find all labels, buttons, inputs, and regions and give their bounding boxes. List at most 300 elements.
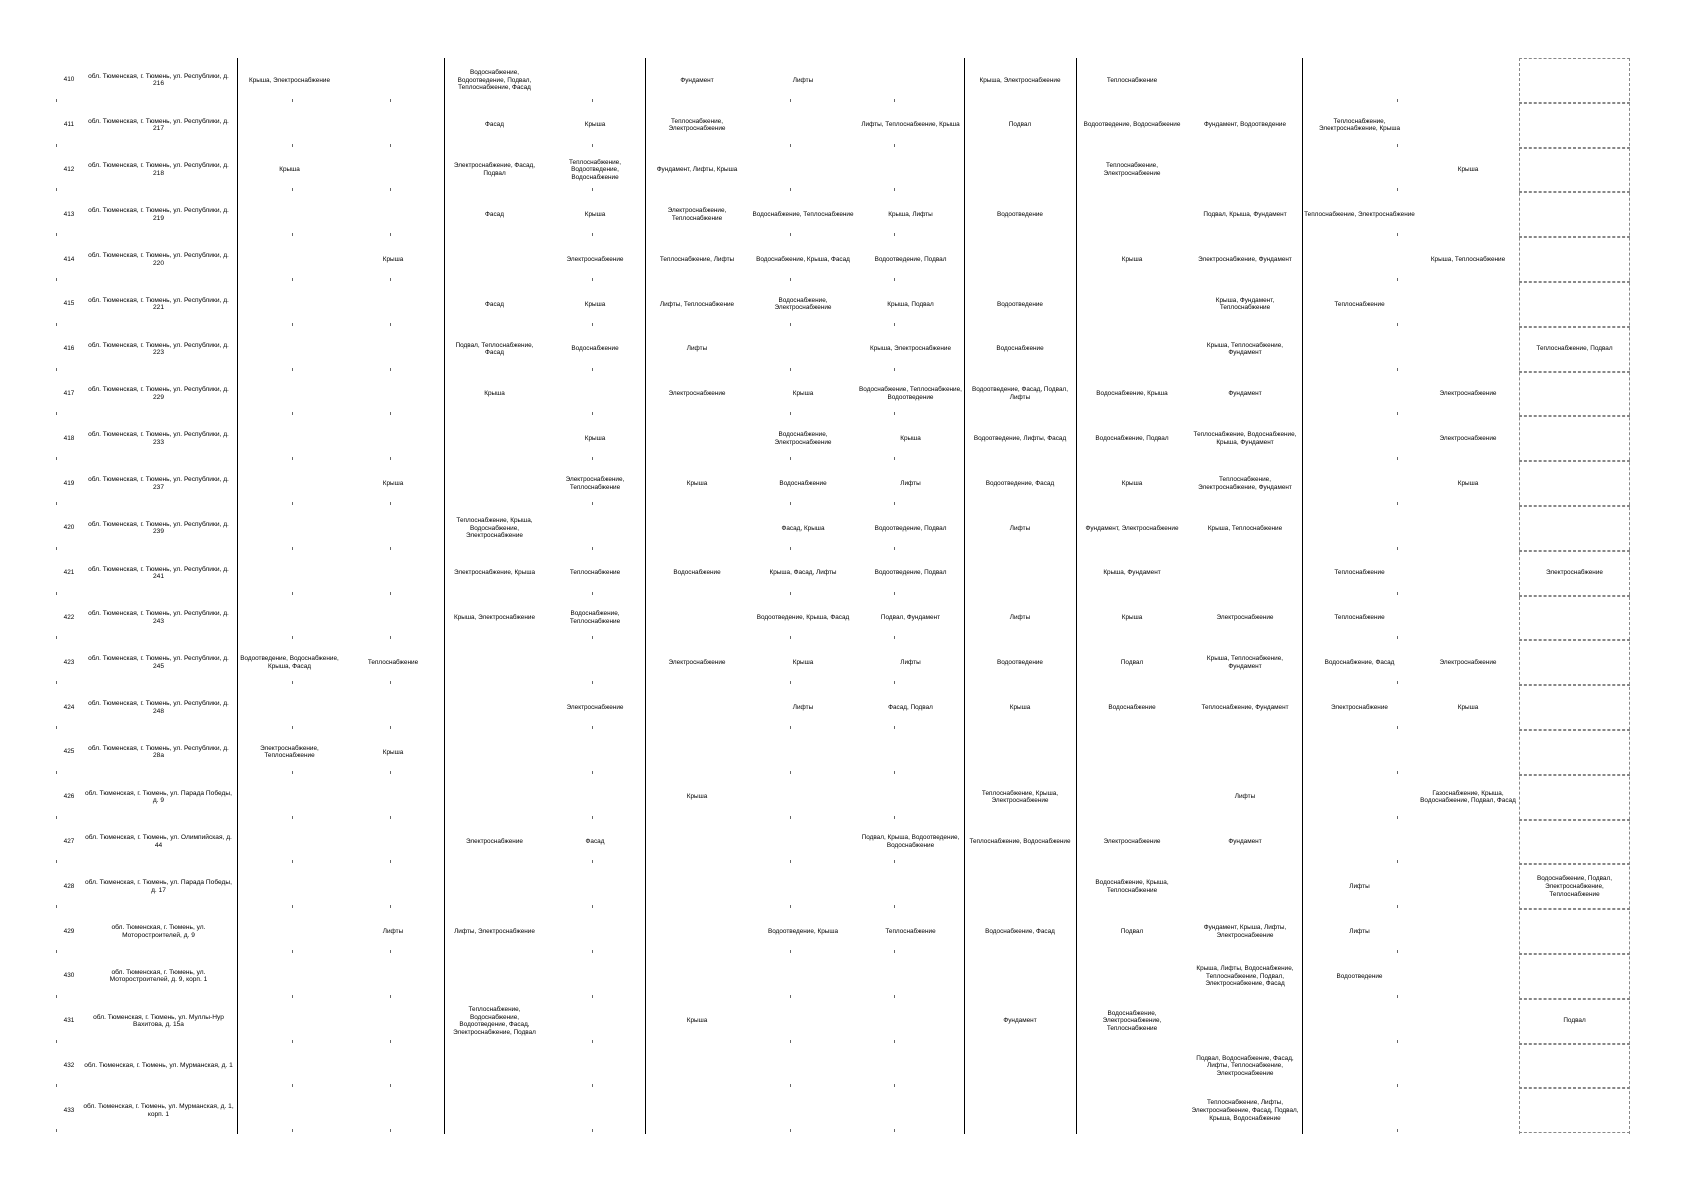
table-cell[interactable]: Крыша	[1457, 166, 1479, 174]
table-cell[interactable]: Электроснабжение	[668, 658, 726, 666]
table-cell[interactable]	[237, 820, 342, 865]
table-cell[interactable]	[342, 103, 444, 148]
table-cell[interactable]: Электроснабжение, Фундамент	[1198, 255, 1292, 263]
table-cell[interactable]	[1188, 864, 1302, 909]
table-cell[interactable]: Теплоснабжение, Лифты, Электроснабжение, Фасад, Подвал, Крыша, Водоснабжение	[1191, 1099, 1299, 1122]
table-cell[interactable]: Теплоснабжение, Крыша, Электроснабжение	[981, 789, 1059, 805]
table-cell[interactable]	[964, 864, 1076, 909]
table-cell[interactable]	[444, 954, 545, 999]
table-cell[interactable]: Крыша	[1457, 703, 1479, 711]
table-cell[interactable]: Лифты	[792, 76, 814, 84]
table-cell[interactable]	[545, 372, 645, 417]
table-cell[interactable]: Крыша	[584, 121, 606, 129]
table-cell[interactable]	[749, 103, 857, 148]
table-cell[interactable]: Водоотведение	[997, 658, 1043, 666]
address-cell[interactable]: обл. Тюменская, г. Тюмень, ул. Республики, д. 221	[88, 296, 229, 312]
table-cell[interactable]	[342, 685, 444, 730]
table-cell[interactable]	[237, 864, 342, 909]
table-cell[interactable]	[237, 506, 342, 551]
table-cell[interactable]	[1302, 416, 1417, 461]
table-cell[interactable]: Электроснабжение, Теплоснабжение	[667, 207, 727, 222]
table-cell[interactable]	[1302, 1044, 1417, 1089]
table-cell[interactable]	[645, 685, 749, 730]
table-cell[interactable]: Подвал, Водоснабжение, Фасад, Лифты, Теплоснабжение, Электроснабжение	[1196, 1054, 1294, 1077]
table-cell[interactable]	[749, 148, 857, 193]
table-cell[interactable]	[237, 909, 342, 954]
table-cell[interactable]: Водоотведение, Водоснабжение	[1083, 121, 1181, 129]
table-cell[interactable]: Крыша, Электроснабжение	[979, 76, 1061, 84]
table-cell[interactable]	[645, 416, 749, 461]
table-cell[interactable]: Электроснабжение	[466, 838, 523, 846]
table-cell[interactable]	[1417, 864, 1519, 909]
table-cell[interactable]: Подвал, Крыша, Водоотведение, Водоснабжение	[861, 834, 960, 849]
table-cell[interactable]: Водоснабжение	[571, 345, 619, 353]
table-cell[interactable]: Водоотведение	[1336, 972, 1383, 980]
table-cell[interactable]	[237, 1044, 342, 1089]
address-cell[interactable]: обл. Тюменская, г. Тюмень, ул. Республики, д. 229	[88, 386, 229, 401]
table-cell[interactable]: Теплоснабжение, Лифты	[659, 255, 735, 263]
table-cell[interactable]	[1417, 820, 1519, 865]
table-cell[interactable]: Фасад, Подвал	[888, 703, 933, 711]
table-cell[interactable]	[1417, 282, 1519, 327]
table-cell[interactable]: Водоснабжение, Фасад	[985, 927, 1055, 935]
table-cell[interactable]	[645, 1044, 749, 1089]
table-cell[interactable]: Крыша, Фундамент, Теплоснабжение	[1215, 296, 1275, 312]
table-cell[interactable]: Лифты, Теплоснабжение, Крыша	[861, 121, 960, 129]
table-cell[interactable]: Теплоснабжение, Электроснабжение	[668, 117, 726, 133]
address-cell[interactable]: обл. Тюменская, г. Тюмень, ул. Мурманская, д. 1	[84, 1062, 233, 1070]
table-cell[interactable]	[1076, 327, 1188, 372]
table-cell[interactable]: Водоснабжение	[1108, 703, 1156, 711]
table-cell[interactable]	[645, 954, 749, 999]
table-cell[interactable]	[1417, 1088, 1519, 1133]
table-cell[interactable]: Лифты, Электроснабжение	[454, 927, 535, 935]
table-cell[interactable]: Водоотведение, Фасад, Подвал, Лифты	[971, 386, 1069, 401]
table-cell[interactable]: Электроснабжение, Фасад, Подвал	[453, 162, 536, 177]
address-cell[interactable]: обл. Тюменская, г. Тюмень, ул. Республики, д. 241	[88, 565, 229, 581]
table-cell[interactable]: Подвал	[1120, 927, 1144, 935]
table-cell[interactable]	[964, 237, 1076, 282]
table-cell[interactable]	[237, 1088, 342, 1133]
table-cell[interactable]: Водоотведение, Крыша	[767, 927, 839, 935]
table-cell[interactable]	[1302, 58, 1417, 103]
table-cell[interactable]: Крыша	[900, 434, 921, 442]
table-cell[interactable]: Крыша	[382, 748, 404, 756]
address-cell[interactable]: обл. Тюменская, г. Тюмень, ул. Моторостроителей, д. 9, корп. 1	[109, 968, 208, 984]
table-cell[interactable]: Водоотведение	[997, 300, 1043, 308]
table-cell[interactable]: Электроснабжение	[668, 390, 726, 398]
table-cell[interactable]	[545, 58, 645, 103]
table-cell[interactable]: Теплоснабжение	[569, 569, 621, 577]
table-cell[interactable]: Лифты	[1234, 793, 1256, 801]
table-cell[interactable]	[545, 506, 645, 551]
table-cell[interactable]: Крыша	[584, 300, 606, 308]
table-cell[interactable]: Крыша	[686, 479, 708, 487]
table-cell[interactable]: Водоснабжение, Водоотведение, Подвал, Теплоснабжение, Фасад	[457, 69, 532, 92]
address-cell[interactable]: обл. Тюменская, г. Тюмень, ул. Республики, д. 243	[88, 610, 229, 625]
table-cell[interactable]: Крыша	[382, 479, 404, 487]
table-cell[interactable]: Водоотведение	[997, 210, 1043, 218]
table-cell[interactable]: Фасад	[585, 838, 605, 846]
table-cell[interactable]	[237, 999, 342, 1044]
table-cell[interactable]: Крыша, Электроснабжение	[248, 76, 331, 84]
table-cell[interactable]: Электроснабжение	[566, 703, 624, 711]
table-cell[interactable]: Водоотведение, Подвал	[874, 255, 947, 263]
table-cell[interactable]: Водоотведение, Крыша, Фасад	[756, 614, 850, 622]
table-cell[interactable]: Крыша	[1009, 703, 1031, 711]
table-cell[interactable]	[342, 372, 444, 417]
table-cell[interactable]: Электроснабжение	[1439, 434, 1497, 442]
table-cell[interactable]	[444, 237, 545, 282]
table-cell[interactable]	[1076, 1044, 1188, 1089]
table-cell[interactable]	[1417, 327, 1519, 372]
table-cell[interactable]: Водоснабжение, Электроснабжение	[774, 431, 832, 446]
table-cell[interactable]	[342, 864, 444, 909]
table-cell[interactable]: Фасад	[485, 300, 504, 308]
table-cell[interactable]	[1076, 730, 1188, 775]
table-cell[interactable]	[342, 1044, 444, 1089]
table-cell[interactable]	[237, 327, 342, 372]
table-cell[interactable]: Электроснабжение	[1546, 569, 1603, 577]
table-cell[interactable]: Фундамент, Лифты, Крыша	[656, 166, 738, 174]
table-cell[interactable]: Теплоснабжение, Водоснабжение	[969, 838, 1071, 846]
table-cell[interactable]: Водоснабжение, Крыша	[1096, 390, 1168, 398]
table-cell[interactable]: Водоотведение, Фасад	[985, 479, 1055, 487]
table-cell[interactable]	[1076, 775, 1188, 820]
table-cell[interactable]: Водоснабжение	[996, 345, 1044, 353]
table-cell[interactable]: Теплоснабжение, Крыша, Водоснабжение, Электроснабжение	[456, 517, 533, 540]
table-cell[interactable]	[342, 551, 444, 596]
table-cell[interactable]	[749, 327, 857, 372]
table-cell[interactable]	[237, 192, 342, 237]
table-cell[interactable]	[857, 1044, 964, 1089]
table-cell[interactable]	[1302, 148, 1417, 193]
table-cell[interactable]	[444, 775, 545, 820]
table-cell[interactable]: Крыша	[792, 390, 814, 398]
table-cell[interactable]	[1076, 282, 1188, 327]
table-cell[interactable]: Водоснабжение	[673, 569, 721, 577]
table-cell[interactable]	[342, 506, 444, 551]
table-cell[interactable]	[749, 999, 857, 1044]
table-cell[interactable]	[1417, 730, 1519, 775]
address-cell[interactable]: обл. Тюменская, г. Тюмень, ул. Республики, д. 237	[88, 475, 229, 491]
address-cell[interactable]: обл. Тюменская, г. Тюмень, ул. Республики, д. 248	[88, 699, 229, 715]
table-cell[interactable]: Лифты	[1349, 927, 1370, 935]
table-cell[interactable]	[342, 775, 444, 820]
table-cell[interactable]: Крыша	[1121, 614, 1143, 622]
table-cell[interactable]: Водоотведение, Лифты, Фасад	[973, 434, 1067, 442]
table-cell[interactable]: Фасад	[485, 121, 504, 129]
table-cell[interactable]	[545, 640, 645, 685]
address-cell[interactable]: обл. Тюменская, г. Тюмень, ул. Республики, д. 28а	[88, 744, 229, 760]
table-cell[interactable]	[1417, 58, 1519, 103]
table-cell[interactable]	[237, 551, 342, 596]
table-cell[interactable]: Водоотведение, Подвал	[874, 569, 947, 577]
table-cell[interactable]	[237, 416, 342, 461]
table-cell[interactable]: Подвал	[1120, 658, 1144, 666]
table-cell[interactable]	[1076, 954, 1188, 999]
table-cell[interactable]	[857, 775, 964, 820]
table-cell[interactable]	[749, 1088, 857, 1133]
table-cell[interactable]	[1302, 1088, 1417, 1133]
table-cell[interactable]	[1302, 506, 1417, 551]
table-cell[interactable]	[749, 864, 857, 909]
address-cell[interactable]: обл. Тюменская, г. Тюмень, ул. Республики, д. 216	[88, 72, 229, 88]
table-cell[interactable]: Крыша	[686, 793, 708, 801]
table-cell[interactable]: Крыша	[584, 434, 606, 442]
table-cell[interactable]	[237, 372, 342, 417]
address-cell[interactable]: обл. Тюменская, г. Тюмень, ул. Парада Победы, д. 17	[85, 879, 232, 894]
table-cell[interactable]: Теплоснабжение	[367, 658, 419, 666]
table-cell[interactable]: Фундамент, Крыша, Лифты, Электроснабжение	[1203, 923, 1287, 939]
table-cell[interactable]	[1417, 596, 1519, 641]
table-cell[interactable]: Крыша	[1121, 479, 1143, 487]
table-cell[interactable]	[645, 864, 749, 909]
table-cell[interactable]: Фасад, Крыша	[781, 524, 825, 532]
table-cell[interactable]: Водоснабжение, Теплоснабжение	[569, 610, 621, 625]
table-cell[interactable]	[342, 416, 444, 461]
table-cell[interactable]	[645, 820, 749, 865]
table-cell[interactable]: Крыша	[484, 390, 505, 398]
table-cell[interactable]: Крыша, Электроснабжение	[453, 614, 536, 622]
table-cell[interactable]	[545, 775, 645, 820]
table-cell[interactable]: Крыша, Теплоснабжение, Фундамент	[1206, 655, 1284, 670]
table-cell[interactable]	[1417, 103, 1519, 148]
table-cell[interactable]: Водоснабжение, Теплоснабжение	[752, 210, 854, 218]
table-cell[interactable]	[237, 775, 342, 820]
address-cell[interactable]: обл. Тюменская, г. Тюмень, ул. Муллы-Нур Вахитова, д. 15а	[93, 1013, 224, 1029]
table-cell[interactable]	[545, 909, 645, 954]
table-cell[interactable]: Водоснабжение	[779, 479, 827, 487]
table-cell[interactable]: Водоснабжение, Крыша, Фасад	[756, 255, 850, 263]
table-cell[interactable]: Крыша, Теплоснабжение, Фундамент	[1206, 341, 1284, 357]
table-cell[interactable]: Теплоснабжение, Водоснабжение, Водоотведение, Фасад, Электроснабжение, Подвал	[453, 1006, 536, 1036]
table-cell[interactable]: Водоснабжение, Электроснабжение	[774, 296, 832, 312]
table-cell[interactable]	[1302, 730, 1417, 775]
table-cell[interactable]: Крыша	[792, 658, 814, 666]
table-cell[interactable]: Подвал	[1563, 1017, 1586, 1025]
table-cell[interactable]: Теплоснабжение, Электроснабжение, Крыша	[1318, 117, 1401, 133]
table-cell[interactable]	[545, 1044, 645, 1089]
table-cell[interactable]	[1302, 775, 1417, 820]
table-cell[interactable]	[342, 192, 444, 237]
table-cell[interactable]	[342, 820, 444, 865]
table-cell[interactable]	[645, 1088, 749, 1133]
table-cell[interactable]: Крыша	[1457, 479, 1479, 487]
table-cell[interactable]	[1188, 999, 1302, 1044]
address-cell[interactable]: обл. Тюменская, г. Тюмень, ул. Моторостроителей, д. 9	[111, 923, 206, 939]
table-cell[interactable]: Лифты	[792, 703, 814, 711]
table-cell[interactable]	[1302, 237, 1417, 282]
address-cell[interactable]: обл. Тюменская, г. Тюмень, ул. Республики, д. 233	[88, 431, 229, 446]
table-cell[interactable]: Крыша	[1121, 255, 1143, 263]
table-cell[interactable]: Лифты	[1009, 524, 1031, 532]
table-cell[interactable]: Газоснабжение, Крыша, Водоснабжение, Подвал, Фасад	[1420, 789, 1516, 805]
table-cell[interactable]	[237, 237, 342, 282]
table-cell[interactable]	[1417, 954, 1519, 999]
table-cell[interactable]	[237, 461, 342, 506]
table-cell[interactable]	[1417, 1044, 1519, 1089]
table-cell[interactable]: Фундамент	[1003, 1017, 1037, 1025]
table-cell[interactable]	[237, 685, 342, 730]
table-cell[interactable]: Лифты	[1349, 882, 1370, 890]
table-cell[interactable]	[342, 148, 444, 193]
table-cell[interactable]	[545, 730, 645, 775]
address-cell[interactable]: обл. Тюменская, г. Тюмень, ул. Мурманская, д. 1, корп. 1	[83, 1103, 234, 1118]
table-cell[interactable]	[857, 1088, 964, 1133]
table-cell[interactable]	[749, 775, 857, 820]
table-cell[interactable]	[1417, 551, 1519, 596]
table-cell[interactable]	[1302, 999, 1417, 1044]
table-cell[interactable]	[964, 730, 1076, 775]
table-cell[interactable]	[1076, 1088, 1188, 1133]
table-cell[interactable]	[749, 1044, 857, 1089]
table-cell[interactable]	[342, 596, 444, 641]
table-cell[interactable]: Теплоснабжение	[1334, 569, 1385, 577]
address-cell[interactable]: обл. Тюменская, г. Тюмень, ул. Олимпийская, д. 44	[85, 834, 232, 849]
table-cell[interactable]: Фундамент, Электроснабжение	[1085, 524, 1179, 532]
table-cell[interactable]	[1417, 999, 1519, 1044]
table-cell[interactable]: Теплоснабжение, Подвал	[1536, 345, 1613, 353]
table-cell[interactable]	[342, 327, 444, 372]
table-cell[interactable]: Электроснабжение, Теплоснабжение	[565, 475, 625, 491]
table-cell[interactable]	[857, 864, 964, 909]
table-cell[interactable]: Водоснабжение, Подвал, Электроснабжение, Теплоснабжение	[1537, 875, 1612, 898]
address-cell[interactable]: обл. Тюменская, г. Тюмень, ул. Республики, д. 223	[88, 341, 229, 357]
table-cell[interactable]	[444, 461, 545, 506]
table-cell[interactable]	[645, 506, 749, 551]
table-cell[interactable]: Водоснабжение, Теплоснабжение, Водоотведение	[859, 386, 962, 401]
table-cell[interactable]	[237, 282, 342, 327]
table-cell[interactable]: Лифты, Теплоснабжение	[659, 300, 735, 308]
table-cell[interactable]: Теплоснабжение, Фундамент	[1201, 703, 1289, 711]
table-cell[interactable]	[749, 820, 857, 865]
table-cell[interactable]	[545, 864, 645, 909]
table-cell[interactable]: Крыша, Электроснабжение	[869, 345, 952, 353]
table-cell[interactable]: Крыша, Лифты, Водоснабжение, Теплоснабжение, Подвал, Электроснабжение, Фасад	[1196, 965, 1294, 988]
table-cell[interactable]	[444, 1044, 545, 1089]
table-cell[interactable]: Крыша	[686, 1017, 708, 1025]
table-cell[interactable]	[342, 1088, 444, 1133]
table-cell[interactable]: Теплоснабжение, Водоснабжение, Крыша, Фундамент	[1193, 431, 1297, 446]
table-cell[interactable]: Электроснабжение	[1103, 838, 1161, 846]
table-cell[interactable]	[1188, 148, 1302, 193]
table-cell[interactable]	[645, 909, 749, 954]
table-cell[interactable]	[964, 148, 1076, 193]
table-cell[interactable]: Теплоснабжение, Электроснабжение, Фундамент	[1198, 475, 1292, 491]
address-cell[interactable]: обл. Тюменская, г. Тюмень, ул. Республики, д. 220	[88, 251, 229, 267]
table-cell[interactable]: Электроснабжение	[1216, 614, 1274, 622]
table-cell[interactable]: Электроснабжение	[566, 255, 624, 263]
table-cell[interactable]: Лифты	[382, 927, 404, 935]
table-cell[interactable]	[444, 685, 545, 730]
table-cell[interactable]	[444, 730, 545, 775]
table-cell[interactable]	[645, 730, 749, 775]
table-cell[interactable]: Лифты	[686, 345, 708, 353]
table-cell[interactable]	[1188, 730, 1302, 775]
table-cell[interactable]: Крыша, Теплоснабжение	[1207, 524, 1283, 532]
table-cell[interactable]	[237, 103, 342, 148]
table-cell[interactable]: Теплоснабжение	[885, 927, 936, 935]
table-cell[interactable]	[545, 1088, 645, 1133]
address-cell[interactable]: обл. Тюменская, г. Тюмень, ул. Парада Победы, д. 9	[85, 789, 232, 805]
table-cell[interactable]: Подвал, Фундамент	[880, 614, 941, 622]
table-cell[interactable]	[1076, 192, 1188, 237]
table-cell[interactable]: Крыша, Лифты	[888, 210, 933, 218]
table-cell[interactable]	[342, 58, 444, 103]
table-cell[interactable]: Электроснабжение, Теплоснабжение	[260, 744, 319, 760]
table-cell[interactable]	[444, 640, 545, 685]
table-cell[interactable]	[964, 954, 1076, 999]
table-cell[interactable]: Электроснабжение	[1331, 703, 1388, 711]
address-cell[interactable]: обл. Тюменская, г. Тюмень, ул. Республики, д. 219	[88, 207, 229, 222]
table-cell[interactable]: Теплоснабжение	[1334, 300, 1385, 308]
table-cell[interactable]: Крыша, Фундамент	[1103, 569, 1161, 577]
table-cell[interactable]	[964, 551, 1076, 596]
table-cell[interactable]	[1302, 461, 1417, 506]
table-cell[interactable]: Электроснабжение, Крыша	[453, 569, 536, 577]
table-cell[interactable]: Крыша	[382, 255, 404, 263]
table-cell[interactable]	[857, 730, 964, 775]
table-cell[interactable]: Фасад	[485, 210, 504, 218]
table-cell[interactable]	[857, 58, 964, 103]
table-cell[interactable]: Водоснабжение, Электроснабжение, Теплоснабжение	[1102, 1009, 1162, 1032]
table-cell[interactable]	[444, 416, 545, 461]
table-cell[interactable]: Теплоснабжение	[1334, 614, 1385, 622]
table-cell[interactable]: Лифты	[900, 658, 921, 666]
table-cell[interactable]	[857, 148, 964, 193]
table-cell[interactable]: Электроснабжение	[1439, 658, 1497, 666]
table-cell[interactable]: Лифты	[900, 479, 921, 487]
table-cell[interactable]	[1302, 820, 1417, 865]
table-cell[interactable]: Фундамент	[1228, 390, 1262, 398]
table-cell[interactable]: Подвал	[1008, 121, 1032, 129]
table-cell[interactable]	[237, 596, 342, 641]
table-cell[interactable]	[1302, 327, 1417, 372]
table-cell[interactable]	[444, 864, 545, 909]
table-cell[interactable]	[749, 730, 857, 775]
table-cell[interactable]: Теплоснабжение	[1106, 76, 1158, 84]
table-cell[interactable]: Водоснабжение, Подвал	[1095, 434, 1169, 442]
table-cell[interactable]	[342, 954, 444, 999]
table-cell[interactable]	[1417, 192, 1519, 237]
table-cell[interactable]	[964, 1044, 1076, 1089]
table-cell[interactable]	[237, 954, 342, 999]
table-cell[interactable]	[1302, 372, 1417, 417]
table-cell[interactable]: Крыша	[279, 166, 300, 174]
table-cell[interactable]: Крыша, Подвал	[887, 300, 934, 308]
table-cell[interactable]: Лифты	[1009, 614, 1031, 622]
table-cell[interactable]: Подвал, Крыша, Фундамент	[1203, 210, 1287, 218]
table-cell[interactable]: Фундамент, Водоотведение	[1203, 121, 1287, 129]
table-cell[interactable]: Водоснабжение, Крыша, Теплоснабжение	[1095, 879, 1169, 894]
table-cell[interactable]: Подвал, Теплоснабжение, Фасад	[455, 341, 534, 357]
table-cell[interactable]: Фундамент	[1228, 838, 1262, 846]
table-cell[interactable]: Теплоснабжение, Водоотведение, Водоснабжение	[568, 158, 622, 181]
table-cell[interactable]	[545, 954, 645, 999]
table-cell[interactable]: Фундамент	[680, 76, 714, 84]
table-cell[interactable]	[342, 999, 444, 1044]
table-cell[interactable]	[1188, 58, 1302, 103]
table-cell[interactable]	[1188, 551, 1302, 596]
table-cell[interactable]: Водоснабжение, Фасад	[1324, 658, 1395, 666]
table-cell[interactable]	[545, 999, 645, 1044]
table-cell[interactable]	[749, 954, 857, 999]
table-cell[interactable]: Крыша, Теплоснабжение	[1430, 255, 1506, 263]
table-cell[interactable]	[444, 1088, 545, 1133]
table-cell[interactable]	[1417, 506, 1519, 551]
table-cell[interactable]	[1417, 909, 1519, 954]
